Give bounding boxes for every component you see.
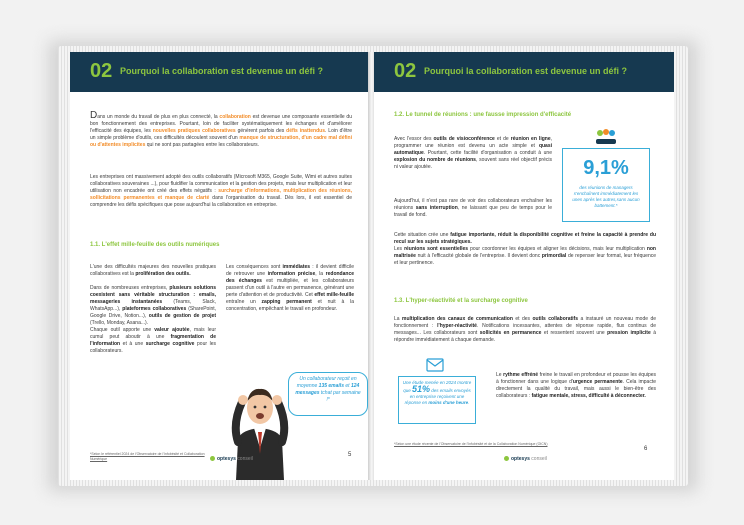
stat-description: des réunions de managers s'enchaînent immédiatement les unes après les autres,sans aucun battement.* [572,185,640,208]
fatigue-paragraph: Cette situation crée une fatigue importante, réduit la disponibilité cognitive et freine la capacité à prendre du recul sur les sujets stratégiques. Les réunions sont essentielles pour coordonner les équipes et aligner les décisions, mais leur multiplication non maîtrisée nuit à l'efficacité globale de l'entreprise. Il devient donc primordial de repenser leur format, leur fréquence et leur pertinence. [394,232,657,266]
section-title-1-1: 1.1. L'effet mille-feuille des outils numériques [90,242,220,248]
footnote: *Selon le référentiel 2024 de l'Observatoire de l'Infobésité et Collaboration Numérique [90,452,205,461]
chapter-title: Pourquoi la collaboration est devenue un défi ? [424,66,628,76]
right-header [374,52,674,92]
company-logo: optesys conseil [504,456,547,462]
column-2-text: Les conséquences sont immédiates : il devient difficile de retrouver une information précise, la redondance des échanges est multipliée, et les collaborateurs passent d'un outil à l'autre en permanence, générant une perte d'attention et de productivité. Cet effet mille-feuille entraîne un zapping permanent et nuit à la concentration, empêchant le travail en profondeur. [226,264,355,312]
hyperreactivity-paragraph: La multiplication des canaux de communication et des outils collaboratifs a instauré un nouveau mode de fonctionnement : l'hyper-réactivité. Notifications incessantes, attentes de réponse rapide, flux continus de messages... Les collaborateurs sont sollicités en permanence et ressentent souvent une pression implicite à répondre immédiatement à chaque demande. [394,316,657,343]
stat-speech-bubble [288,372,368,416]
stressed-man-illustration [230,374,290,480]
section-title-1-2: 1.2. Le tunnel de réunions : une fausse impression d'efficacité [394,112,572,118]
tools-paragraph: Les entreprises ont massivement adopté des outils collaboratifs (Microsoft M365, Google Suite, Wimi et autres suites collaboratives souveraines ...), pour fluidifier la communication et la gestion des projets, mais leur multiplication et leur utilisation non encadrée ont créé des effets négatifs : surcharge d'informations, multiplication des réunions, sollicitations permanentes et manque de clarté dans l'organisation du travail. Dès lors, il est essentiel de comprendre les défis spécifiques que pose aujourd'hui la collaboration en entreprise. [90,174,352,208]
drop-cap: D [90,110,98,121]
rhythm-paragraph: Le rythme effréné freine le travail en profondeur et pousse les équipes à fonctionner dans une logique d'urgence permanente. Cela impacte directement la qualité du travail, mais aussi le bien-être des collaborateurs : fatigue mentale, stress, difficulté à déconnecter. [496,372,657,399]
left-page [70,52,370,480]
email-stat-text: Une étude menée en 2024 montre que 51% des emails envoyés en entreprise reçoivent une réponse en moins d'une heure. [402,380,472,405]
logo-dot-icon [210,456,215,461]
chapter-number: 02 [90,60,113,82]
section-title-1-3: 1.3. L'hyper-réactivité et la surcharge cognitive [394,298,528,304]
envelope-icon [426,358,444,372]
page-number: 6 [644,446,648,452]
email-stat-box [398,376,476,424]
intro-paragraph: Dans un monde du travail de plus en plus connecté, la collaboration est devenue une composante essentielle du bon fonctionnement des entreprises. Pourtant, loin de faciliter systématiquement les échanges et d'améliorer l'efficacité des équipes, les nouvelles pratiques collaboratives génèrent parfois des défis inattendus. Loin d'être un simple problème d'outils, ces difficultés découlent souvent d'un manque de structuration, d'un cadre mal défini ou d'attentes implicites qui ne sont pas partagées entre les collaborateurs. [90,110,353,148]
stat-value: 9,1% [583,157,629,179]
bubble-text: Un collaborateur reçoit en moyenne 135 emails et 124 messages tchat par semaine !* [295,376,361,403]
chapter-title: Pourquoi la collaboration est devenue un défi ? [120,66,324,76]
company-logo: optesys conseil [210,456,253,462]
meetings-paragraph-2: Aujourd'hui, il n'est pas rare de voir des collaborateurs enchaîner les réunions sans interruption, ne laissant que peu de temps pour le travail de fond. [394,198,552,218]
meetings-stat-box [562,148,650,222]
column-1-text: L'une des difficultés majeures des nouvelles pratiques collaboratives est la prolifération des outils. Dans de nombreuses entreprises, plusieurs solutions coexistent sans véritable structuration : emails, messageries instantanées (Teams, Slack, WhatsApp...), plateformes collaboratives (SharePoint, Google Drive, Notion...), outils de gestion de projet (Trello, Monday, Asana...). Chaque outil apporte une valeur ajoutée, mais leur cumul peut aboutir à une fragmentation de l'information et à une surcharge cognitive pour les collaborateurs. [90,264,217,354]
right-page [374,52,674,480]
people-meeting-icon [594,128,618,146]
left-header [70,52,370,92]
footnote: *Selon une étude récente de l'Observatoire de l'Infobésité et de la Collaboration Numérique (OICN) [394,442,548,446]
logo-dot-icon [504,456,509,461]
chapter-number: 02 [394,60,417,82]
meetings-paragraph: Avec l'essor des outils de visioconférence et de réunion en ligne, programmer une réunion est devenu un acte simple et quasi automatique. Pourtant, cette facilité d'organisation a conduit à une explosion du nombre de réunions, souvent sans réel objectif précis ni valeur ajoutée. [394,136,552,170]
page-number: 5 [348,452,352,458]
